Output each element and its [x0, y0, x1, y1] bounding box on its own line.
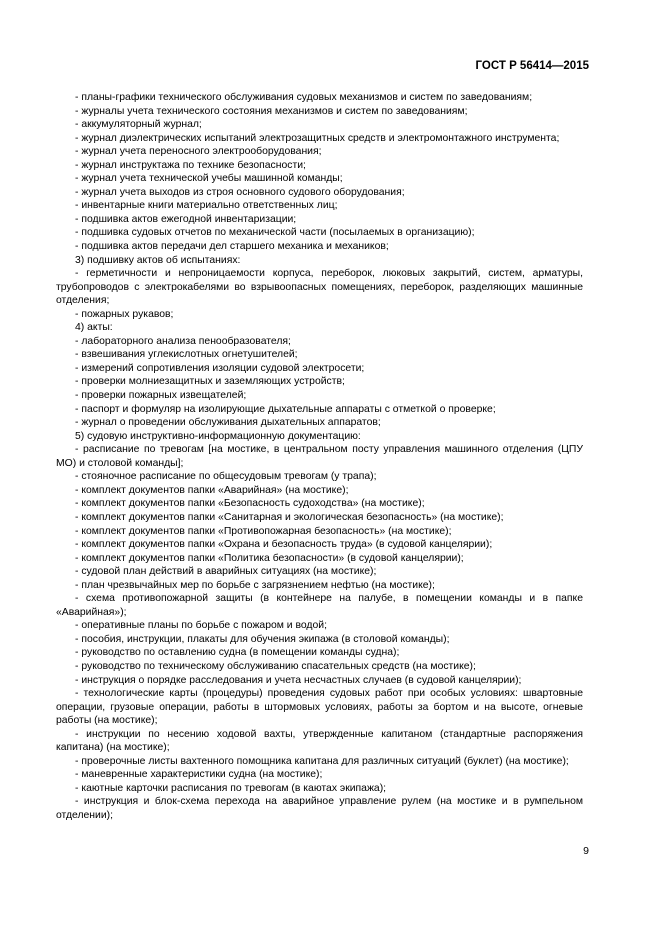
- body-paragraph: - пожарных рукавов;: [75, 308, 174, 320]
- body-paragraph: - журнал учета выходов из строя основного судового оборудования;: [75, 186, 405, 198]
- body-paragraph: - инструкции по несению ходовой вахты, утвержденные капитаном (стандартные распоряжения капитана) (на мостике);: [56, 728, 583, 754]
- body-paragraph: 4) акты:: [75, 322, 113, 334]
- body-paragraph: - технологические карты (процедуры) проведения судовых работ при особых условиях: швартовные операции, грузовые операции, работы в штормовых условиях, работы за бортом и на высоте, огневые работы (на мостике);: [56, 688, 583, 727]
- body-paragraph: - измерений сопротивления изоляции судовой электросети;: [75, 362, 365, 374]
- body-paragraph: - расписание по тревогам [на мостике, в центральном посту управления машинного отделения (ЦПУ МО) и столовой команды];: [56, 444, 583, 469]
- body-paragraph: 3) подшивку актов об испытаниях:: [75, 254, 241, 266]
- body-paragraph: - руководство по техническому обслуживанию спасательных средств (на мостике);: [75, 660, 476, 672]
- body-paragraph: - каютные карточки расписания по тревогам (в каютах экипажа);: [75, 782, 387, 794]
- body-paragraph: - журнал о проведении обслуживания дыхательных аппаратов;: [75, 417, 381, 429]
- body-paragraph: - аккумуляторный журнал;: [75, 119, 202, 131]
- body-paragraph: 5) судовую инструктивно-информационную документацию:: [75, 430, 361, 442]
- body-paragraph: - проверки пожарных извещателей;: [75, 390, 247, 402]
- body-paragraph: - инструкция о порядке расследования и учета несчастных случаев (в судовой канцелярии);: [75, 674, 522, 686]
- body-paragraph: - журнал учета технической учебы машинной команды;: [75, 173, 343, 185]
- body-paragraph: - герметичности и непроницаемости корпуса, переборок, люковых закрытий, систем, арматуры, трубопроводов с электрокабелями во взрывоопасных помещениях, переборок, разделяющих машинные отделения;: [56, 268, 583, 307]
- body-paragraph: - планы-графики технического обслуживания судовых механизмов и систем по заведованиям;: [75, 92, 533, 103]
- body-paragraph: - комплект документов папки «Аварийная» (на мостике);: [75, 484, 349, 496]
- body-paragraph: - руководство по оставлению судна (в помещении команды судна);: [75, 647, 400, 659]
- body-paragraph: - комплект документов папки «Безопасность судоходства» (на мостике);: [75, 498, 425, 510]
- page-number: 9: [583, 845, 589, 857]
- body-paragraph: - маневренные характеристики судна (на мостике);: [75, 769, 323, 781]
- document-code-header: ГОСТ Р 56414—2015: [475, 60, 589, 72]
- body-paragraph: - журнал учета переносного электрооборудования;: [75, 146, 322, 158]
- body-paragraph: - план чрезвычайных мер по борьбе с загрязнением нефтью (на мостике);: [75, 579, 435, 591]
- body-paragraph: - журналы учета технического состояния механизмов и систем по заведованиям;: [75, 105, 468, 117]
- body-paragraph: - оперативные планы по борьбе с пожаром и водой;: [75, 620, 327, 632]
- body-paragraph: - подшивка актов передачи дел старшего механика и механиков;: [75, 241, 389, 253]
- body-paragraph: - пособия, инструкции, плакаты для обучения экипажа (в столовой команды);: [75, 633, 450, 645]
- body-paragraph: - взвешивания углекислотных огнетушителей;: [75, 349, 298, 361]
- body-paragraph: - проверочные листы вахтенного помощника капитана для различных ситуаций (буклет) (на мостике);: [75, 755, 569, 767]
- body-paragraph: - комплект документов папки «Санитарная и экологическая безопасность» (на мостике);: [75, 511, 504, 523]
- body-paragraph: - стояночное расписание по общесудовым тревогам (у трапа);: [75, 471, 377, 483]
- body-paragraph: - судовой план действий в аварийных ситуациях (на мостике);: [75, 566, 377, 578]
- body-paragraph: - журнал инструктажа по технике безопасности;: [75, 159, 306, 171]
- document-body: [56, 91, 583, 823]
- body-paragraph: - комплект документов папки «Политика безопасности» (в судовой канцелярии);: [75, 552, 464, 564]
- body-paragraph: - комплект документов папки «Охрана и безопасность труда» (в судовой канцелярии);: [75, 539, 493, 551]
- body-paragraph: - схема противопожарной защиты (в контейнере на палубе, в помещении команды и в папке «Аварийная»);: [56, 593, 583, 618]
- body-paragraph: - инструкция и блок-схема перехода на аварийное управление рулем (на мостике и в румпельном отделении);: [56, 796, 583, 821]
- body-paragraph: - подшивка актов ежегодной инвентаризации;: [75, 213, 297, 225]
- body-paragraph: - проверки молниезащитных и заземляющих устройств;: [75, 376, 345, 388]
- body-paragraph: - подшивка судовых отчетов по механической части (посылаемых в организацию);: [75, 227, 475, 239]
- body-paragraph: - инвентарные книги материально ответственных лиц;: [75, 200, 338, 212]
- body-paragraph: - комплект документов папки «Противопожарная безопасность» (на мостике);: [75, 525, 452, 537]
- body-paragraph: - журнал диэлектрических испытаний электрозащитных средств и электромонтажного инструмента;: [75, 132, 560, 144]
- body-paragraph: - лабораторного анализа пенообразователя;: [75, 335, 291, 347]
- body-paragraph: - паспорт и формуляр на изолирующие дыхательные аппараты с отметкой о проверке;: [75, 403, 496, 415]
